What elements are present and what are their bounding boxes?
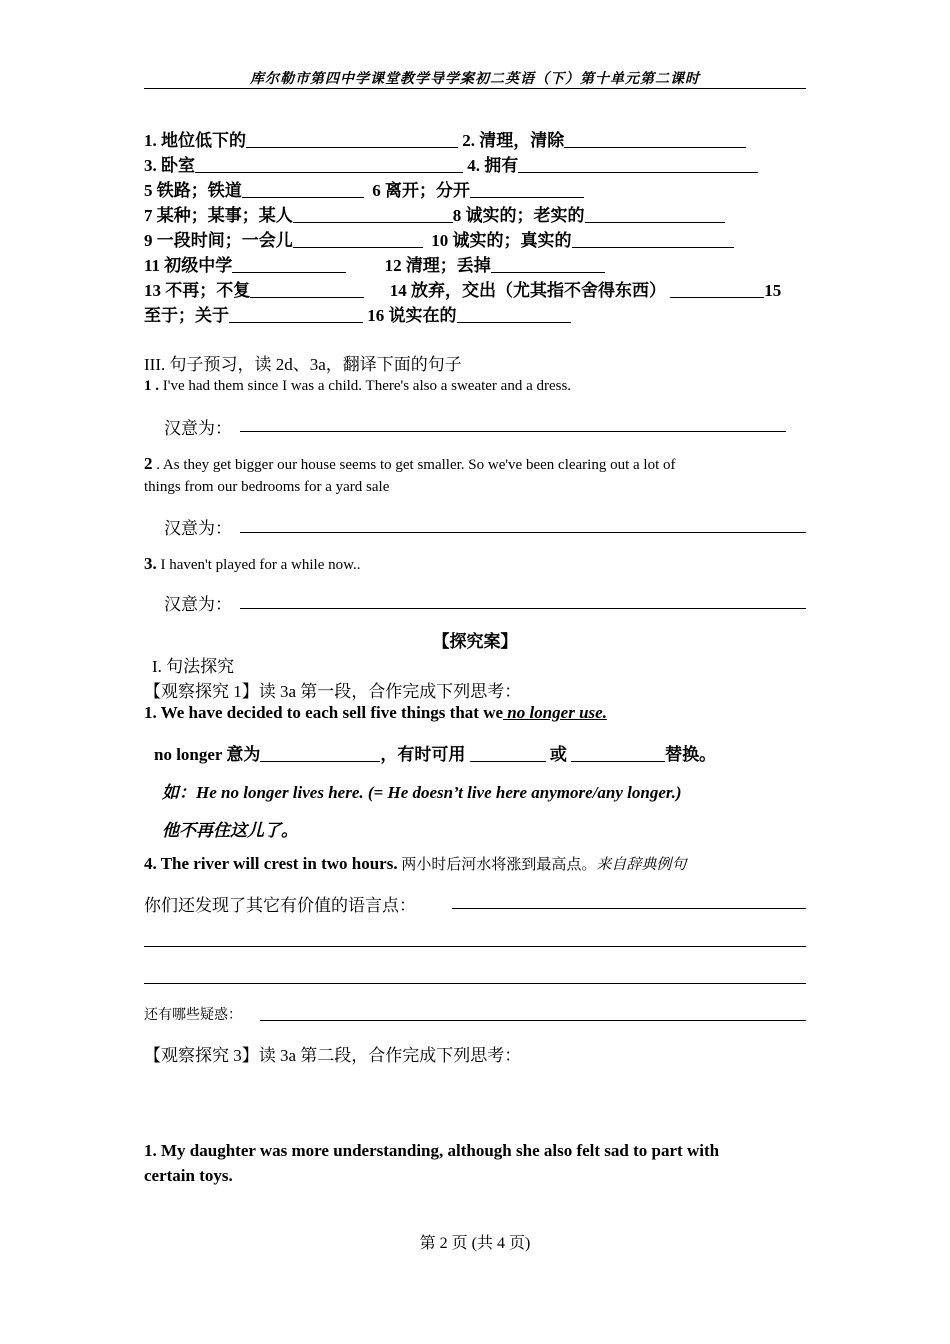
vocab-item-16: 16 说实在的 bbox=[367, 306, 457, 325]
translation-line-2[interactable] bbox=[240, 532, 806, 533]
sentence-2 bbox=[144, 454, 676, 474]
blank[interactable] bbox=[572, 230, 734, 248]
question-4-translation: 两小时后河水将涨到最高点。 bbox=[397, 857, 597, 873]
task-3-heading: 【观察探究 3】读 3a 第二段，合作完成下列思考： bbox=[144, 1046, 522, 1065]
header-rule bbox=[144, 88, 806, 89]
question-4-text: 4. The river will crest in two hours. bbox=[144, 854, 398, 873]
vocab-item-2: 2. 清理，清除 bbox=[462, 131, 565, 150]
blank[interactable] bbox=[293, 230, 423, 248]
vocab-item-12: 12 清理；丢掉 bbox=[384, 256, 491, 275]
blank[interactable] bbox=[670, 280, 764, 298]
answer-line[interactable] bbox=[144, 983, 806, 984]
no-longer-label: no longer 意为 bbox=[154, 745, 261, 764]
example-sentence: 如：He no longer lives here. (= He doesn’t live here anymore/any longer.) bbox=[162, 783, 682, 802]
section-3-title: III. 句子预习，读 2d、3a，翻译下面的句子 bbox=[144, 355, 462, 374]
vocab-row-1 bbox=[144, 126, 746, 151]
vocab-row-4 bbox=[144, 201, 725, 226]
vocab-item-15-num: 15 bbox=[764, 281, 782, 300]
vocab-row-6 bbox=[144, 251, 605, 276]
vocab-row-8 bbox=[144, 301, 571, 326]
translation-label-1: 汉意为： bbox=[164, 419, 232, 438]
sentence-2-line-2: things from our bedrooms for a yard sale bbox=[144, 479, 390, 495]
blank[interactable] bbox=[229, 305, 363, 323]
vocab-item-9: 9 一段时间；一会儿 bbox=[144, 231, 293, 250]
vocab-row-3 bbox=[144, 176, 584, 201]
blank[interactable] bbox=[246, 130, 458, 148]
vocab-item-1: 1. 地位低下的 bbox=[144, 131, 246, 150]
page-footer: 第 2 页 (共 4 页) bbox=[419, 1235, 531, 1252]
vocab-item-11: 11 初级中学 bbox=[144, 256, 233, 275]
sentence-1-number: 1 . bbox=[144, 378, 159, 394]
vocab-item-8: 8 诚实的；老实的 bbox=[452, 206, 585, 225]
blank[interactable] bbox=[242, 180, 364, 198]
blank[interactable] bbox=[564, 130, 746, 148]
translation-label-2: 汉意为： bbox=[164, 519, 232, 538]
sentence-3-text: I haven't played for a while now.. bbox=[156, 557, 361, 573]
no-longer-sometimes: ，有时可用 bbox=[380, 745, 470, 764]
vocab-item-10: 10 诚实的；真实的 bbox=[431, 231, 572, 250]
translation-line-1[interactable] bbox=[240, 431, 786, 432]
no-longer-or: 或 bbox=[549, 745, 572, 764]
document-header: 库尔勒市第四中学课堂教学导学案初二英语（下）第十单元第二课时 bbox=[250, 72, 700, 87]
blank[interactable] bbox=[195, 155, 463, 173]
blank[interactable] bbox=[470, 180, 584, 198]
blank[interactable] bbox=[457, 305, 571, 323]
question-4-source: 来自辞典例句 bbox=[596, 857, 687, 873]
sentence-3-number: 3. bbox=[144, 554, 157, 573]
task-1-heading: 【观察探究 1】读 3a 第一段，合作完成下列思考： bbox=[144, 682, 522, 701]
no-longer-replace: 替换。 bbox=[665, 745, 717, 764]
answer-line[interactable] bbox=[452, 908, 806, 909]
blank[interactable] bbox=[470, 744, 546, 762]
blank[interactable] bbox=[250, 280, 364, 298]
question-4 bbox=[144, 853, 686, 874]
translation-line-3[interactable] bbox=[240, 608, 806, 609]
vocab-row-7 bbox=[144, 276, 781, 301]
blank[interactable] bbox=[491, 255, 605, 273]
answer-line[interactable] bbox=[144, 946, 806, 947]
blank[interactable] bbox=[571, 744, 665, 762]
question-1-text: 1. We have decided to each sell five things that we bbox=[144, 703, 504, 722]
other-points-label: 你们还发现了其它有价值的语言点： bbox=[144, 896, 416, 915]
blank[interactable] bbox=[232, 255, 346, 273]
sentence-3 bbox=[144, 554, 361, 574]
vocab-item-13: 13 不再；不复 bbox=[144, 281, 251, 300]
task-3-question-line-1: 1. My daughter was more understanding, although she also felt sad to part with bbox=[144, 1141, 720, 1160]
doubts-label: 还有哪些疑惑： bbox=[144, 1008, 242, 1023]
translation-label-3: 汉意为： bbox=[164, 595, 232, 614]
blank[interactable] bbox=[518, 155, 758, 173]
vocab-item-4: 4. 拥有 bbox=[467, 156, 519, 175]
explore-heading: 【探究案】 bbox=[432, 632, 518, 651]
sentence-2-number: 2 bbox=[144, 454, 153, 473]
vocab-row-5 bbox=[144, 226, 734, 251]
sentence-1 bbox=[144, 378, 571, 395]
sentence-1-text: I've had them since I was a child. There's also a sweater and a dress. bbox=[159, 378, 572, 394]
task-3-question-line-2: certain toys. bbox=[144, 1166, 233, 1185]
vocab-item-14: 14 放弃，交出（尤其指不舍得东西） bbox=[389, 281, 666, 300]
vocab-item-5: 5 铁路；铁道 bbox=[144, 181, 242, 200]
blank[interactable] bbox=[293, 205, 453, 223]
blank[interactable] bbox=[260, 744, 380, 762]
vocab-item-3: 3. 卧室 bbox=[144, 156, 195, 175]
question-1 bbox=[144, 703, 607, 723]
doubts-line[interactable] bbox=[260, 1020, 806, 1021]
question-1-highlight: no longer use. bbox=[503, 703, 607, 722]
blank[interactable] bbox=[585, 205, 725, 223]
vocab-item-6: 6 离开；分开 bbox=[372, 181, 470, 200]
vocab-row-2 bbox=[144, 151, 758, 176]
vocab-item-7: 7 某种；某事；某人 bbox=[144, 206, 293, 225]
vocab-item-15: 至于；关于 bbox=[144, 306, 229, 325]
example-translation: 他不再住这儿了。 bbox=[162, 821, 298, 840]
no-longer-meaning bbox=[154, 740, 716, 765]
syntax-subheading: I. 句法探究 bbox=[152, 657, 235, 676]
sentence-2-line-1: . As they get bigger our house seems to get smaller. So we've been clearing out a lot of bbox=[152, 457, 676, 473]
